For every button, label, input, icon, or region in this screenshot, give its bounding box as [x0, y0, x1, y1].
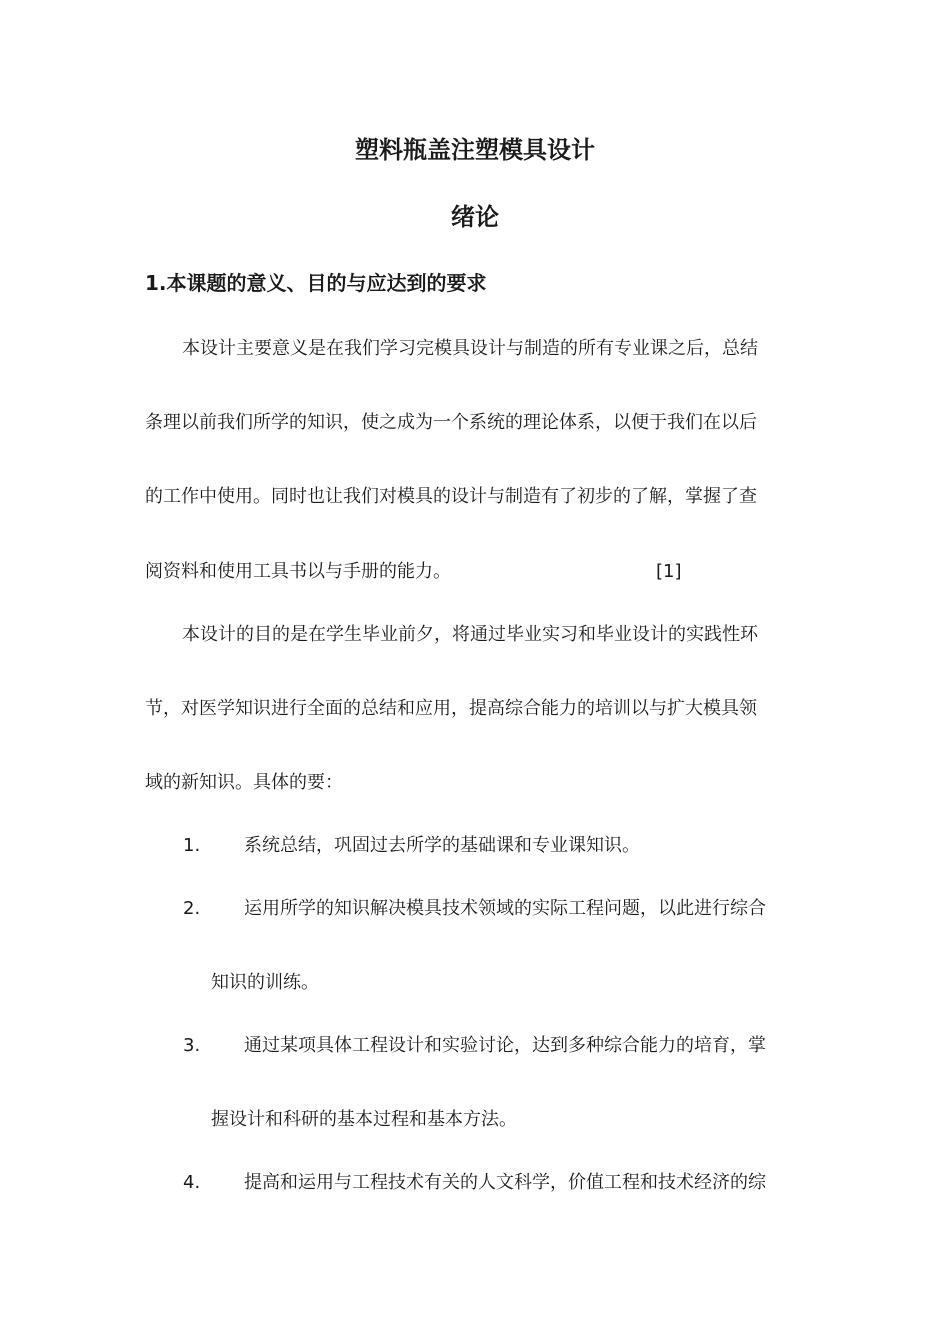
list-item-3-line-2: 握设计和科研的基本过程和基本方法。 [211, 1109, 517, 1130]
list-item-4-line-1: 提高和运用与工程技术有关的人文科学，价值工程和技术经济的综 [244, 1172, 766, 1193]
document-title: 塑料瓶盖注塑模具设计 [355, 136, 595, 164]
list-item-2-line-1: 运用所学的知识解决模具技术领域的实际工程问题，以此进行综合 [244, 898, 766, 919]
list-item-3-line-1: 通过某项具体工程设计和实验讨论，达到多种综合能力的培育，掌 [244, 1035, 766, 1056]
chapter-title: 绪论 [451, 203, 499, 231]
paragraph-2-line-2: 节，对医学知识进行全面的总结和应用，提高综合能力的培训以与扩大模具领 [145, 698, 757, 719]
list-item-1-line-1: 系统总结，巩固过去所学的基础课和专业课知识。 [244, 835, 640, 856]
paragraph-1-line-1: 本设计主要意义是在我们学习完模具设计与制造的所有专业课之后，总结 [182, 338, 758, 359]
section-heading: 1.本课题的意义、目的与应达到的要求 [145, 271, 487, 295]
paragraph-2-line-1: 本设计的目的是在学生毕业前夕，将通过毕业实习和毕业设计的实践性环 [182, 624, 758, 645]
list-item-4-number: 4. [183, 1172, 201, 1193]
paragraph-1-line-2: 条理以前我们所学的知识，使之成为一个系统的理论体系，以便于我们在以后 [145, 412, 757, 433]
citation-marker: [1] [656, 561, 682, 582]
paragraph-1-line-4: 阅资料和使用工具书以与手册的能力。 [145, 561, 451, 582]
list-item-1-number: 1. [183, 835, 201, 856]
list-item-2-line-2: 知识的训练。 [211, 972, 319, 993]
list-item-3-number: 3. [183, 1035, 201, 1056]
paragraph-2-line-3: 域的新知识。具体的要： [145, 772, 343, 793]
paragraph-1-line-3: 的工作中使用。同时也让我们对模具的设计与制造有了初步的了解，掌握了查 [145, 486, 757, 507]
list-item-2-number: 2. [183, 898, 201, 919]
